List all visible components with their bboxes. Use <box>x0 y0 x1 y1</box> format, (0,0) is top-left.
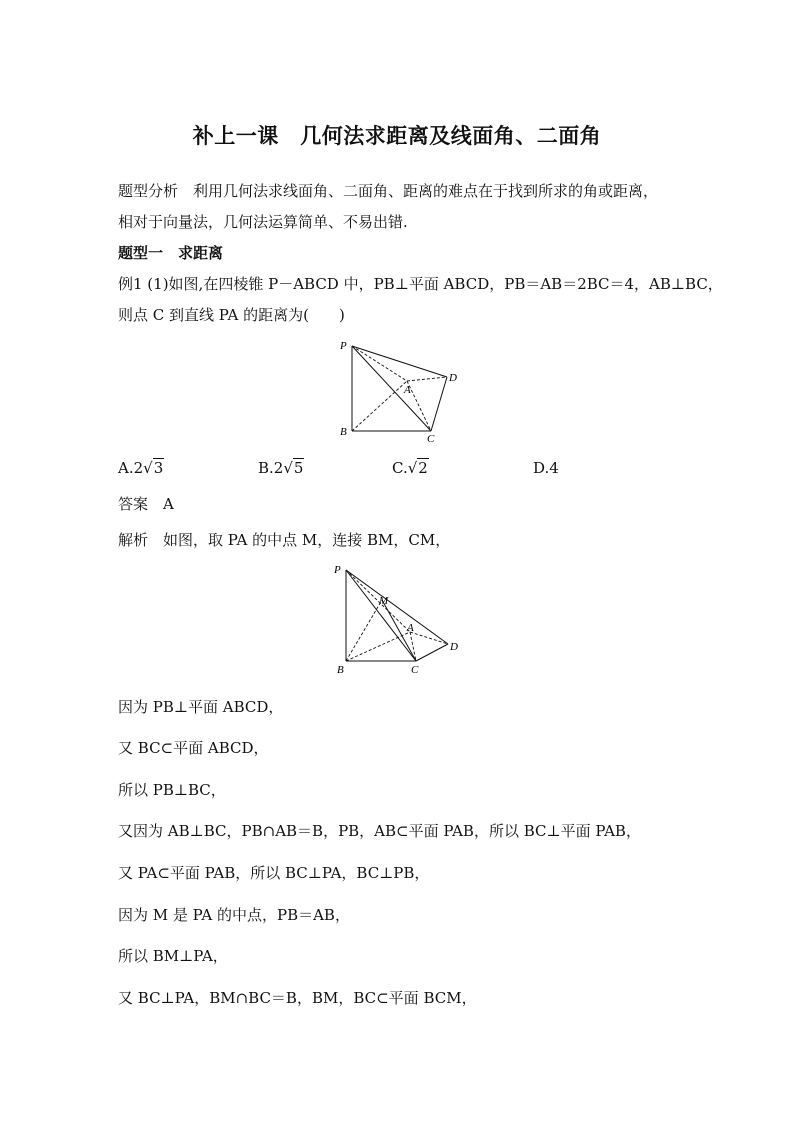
solution-step: 所以 PB⊥BC， <box>118 781 226 799</box>
edge-pd <box>346 570 448 644</box>
option-a-prefix: A.2 <box>118 459 144 477</box>
intro-line-1 <box>118 180 658 201</box>
option-b-prefix: B.2 <box>258 459 284 477</box>
solution-step: 所以 BM⊥PA， <box>118 947 228 965</box>
label-m: M <box>379 595 389 607</box>
edge-ba <box>346 632 410 661</box>
edge-bm <box>346 600 382 661</box>
option-d: D.4 <box>533 459 559 477</box>
option-c-prefix: C. <box>392 459 408 477</box>
edge-pc <box>346 570 416 661</box>
edge-ba <box>352 381 407 431</box>
label-c: C <box>427 433 435 445</box>
intro-line-2: 相对于向量法，几何法运算简单、不易出错. <box>118 213 408 231</box>
example-line-2: 则点 C 到直线 PA 的距离为( ) <box>118 306 345 324</box>
solution-step: 又 BC⊥PA，BM∩BC＝B，BM，BC⊂平面 BCM， <box>118 989 477 1007</box>
option-a-radicand: 3 <box>153 459 164 477</box>
solution-step: 因为 PB⊥平面 ABCD， <box>118 698 284 716</box>
pyramid-figure-2 <box>330 560 470 678</box>
solution-intro-text: 如图，取 PA 的中点 M，连接 BM，CM， <box>163 531 451 549</box>
label-b: B <box>337 664 344 676</box>
label-d: D <box>450 641 458 653</box>
solution-step: 因为 M 是 PA 的中点，PB＝AB， <box>118 906 350 924</box>
option-a <box>118 459 164 477</box>
label-a: A <box>404 384 411 396</box>
option-c-radicand: 2 <box>418 459 428 477</box>
option-b-radicand: 5 <box>293 459 304 477</box>
edge-pa <box>346 570 410 632</box>
edge-cd <box>416 644 448 661</box>
intro-text-1: 利用几何法求线面角、二面角、距离的难点在于找到所求的角或距离， <box>193 182 659 200</box>
intro-label: 题型分析 <box>118 182 179 200</box>
option-c <box>392 459 429 477</box>
solution-step: 又 PA⊂平面 PAB，所以 BC⊥PA，BC⊥PB， <box>118 864 430 882</box>
answer-value: A <box>163 495 174 513</box>
example-line-1: 例1 (1)如图,在四棱锥 P－ABCD 中，PB⊥平面 ABCD，PB＝AB＝2BC＝4，AB⊥BC， <box>118 275 723 293</box>
option-b <box>258 459 304 477</box>
solution-intro <box>118 529 450 550</box>
sqrt-icon: √3 <box>143 459 164 477</box>
label-d: D <box>449 372 457 384</box>
label-p: P <box>340 340 347 352</box>
sqrt-icon: √5 <box>283 459 304 477</box>
solution-label: 解析 <box>118 531 149 549</box>
answer-line <box>118 493 174 514</box>
solution-step: 又因为 AB⊥BC，PB∩AB＝B，PB，AB⊂平面 PAB，所以 BC⊥平面 PAB， <box>118 822 641 840</box>
edge-cd <box>431 377 447 431</box>
label-a: A <box>407 622 414 634</box>
page-title: 补上一课 几何法求距离及线面角、二面角 <box>192 123 602 148</box>
section-heading: 题型一 求距离 <box>118 244 224 262</box>
label-p: P <box>334 564 341 576</box>
solution-step: 又 BC⊂平面 ABCD， <box>118 739 269 757</box>
answer-label: 答案 <box>118 495 149 513</box>
label-b: B <box>340 426 347 438</box>
label-c: C <box>411 664 419 676</box>
sqrt-icon: √2 <box>407 459 428 477</box>
edge-ad <box>410 632 448 644</box>
edge-ad <box>407 377 447 381</box>
pyramid-figure-1 <box>334 336 474 446</box>
